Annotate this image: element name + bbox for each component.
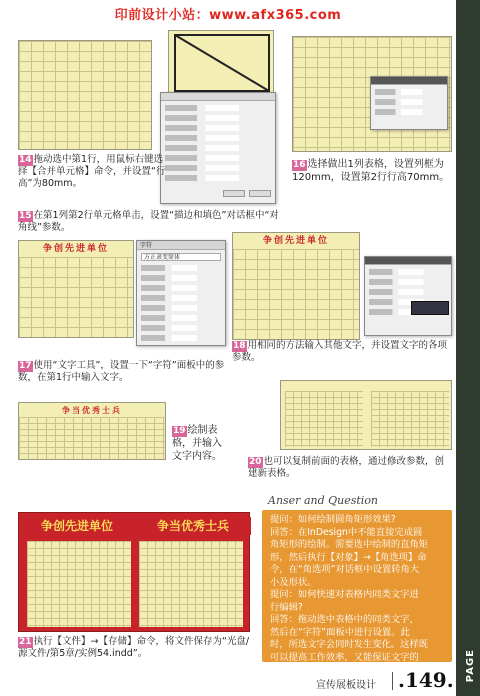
qa-heading: Anser and Question	[268, 494, 379, 507]
step-21-caption: 21 执行【文件】→【存储】命令，将文件保存为“光盘/源文件/第5章/实例54.indd”。	[18, 636, 250, 659]
stroke-fill-dialog	[160, 92, 276, 204]
screenshot-table-grid-1	[18, 40, 152, 150]
screenshot-banner-grid-1: 争创先进单位	[18, 240, 134, 338]
diagonal-lines-icon	[169, 31, 274, 93]
character-panel: 字符 方正隶变简体	[136, 240, 226, 346]
footer-section-title: 宣传展板设计	[316, 680, 376, 691]
step-15-caption: 15 在第1列第2行单元格单击，设置“描边和填色”对话框中“对角线”参数。	[18, 210, 279, 233]
page-vertical-label: PAGE	[465, 648, 476, 682]
screenshot-double-table	[280, 380, 452, 450]
table-panel	[364, 256, 452, 336]
table-options-panel	[370, 76, 448, 130]
ok-button[interactable]	[223, 190, 245, 197]
step-19-caption: 19 绘制表格，并输入文字内容。	[172, 425, 222, 462]
screenshot-soldier-table: 争当优秀士兵	[18, 402, 166, 460]
cancel-button[interactable]	[249, 190, 271, 197]
qa-text: 提问：如何绘制圆角矩形效果? 回答：在InDesign中不能直接完成圆 角矩形的绘制。需要选中绘制的直角矩 形，然后执行【对象】→【角选项】命 令，在“角选项”对话框中设置转角大 小及形状。 提问：如何快速对表格内同类文字进 行编辑? 回答：拖动选中表格中的同类文字， 然后在“字符”面板中进行设置。此 时，所选文字会同时发生变化。这样既 可以提高工作效率，又能保证文字的	[270, 514, 429, 663]
screenshot-banner-grid-2: 争创先进单位	[232, 232, 360, 340]
page-number: .149.	[398, 668, 454, 692]
screenshot-final-poster: 争创先进单位 争当优秀士兵	[18, 512, 250, 632]
step-20-caption: 20 也可以复制前面的表格，通过修改参数，创建新表格。	[248, 456, 445, 479]
align-buttons[interactable]	[411, 301, 449, 315]
footer-divider	[392, 672, 393, 690]
step-18-caption: 18 用相同的方法输入其他文字，并设置文字的各项参数。	[232, 340, 448, 363]
step-17-caption: 17 使用“文字工具”，设置一下“字符”面板中的参数，在第1行中输入文字。	[18, 360, 225, 383]
qa-box	[262, 510, 452, 662]
site-watermark: 印前设计小站：www.afx365.com	[114, 8, 342, 23]
step-16-caption: 16 选择做出1列表格，设置列框为120mm，设置第2行行高70mm。	[292, 159, 450, 183]
side-strip	[456, 0, 480, 696]
step-14-caption: 14 拖动选中第1行，用鼠标右键选择【合并单元格】命令，并设置“行高”为80mm。	[18, 154, 166, 189]
